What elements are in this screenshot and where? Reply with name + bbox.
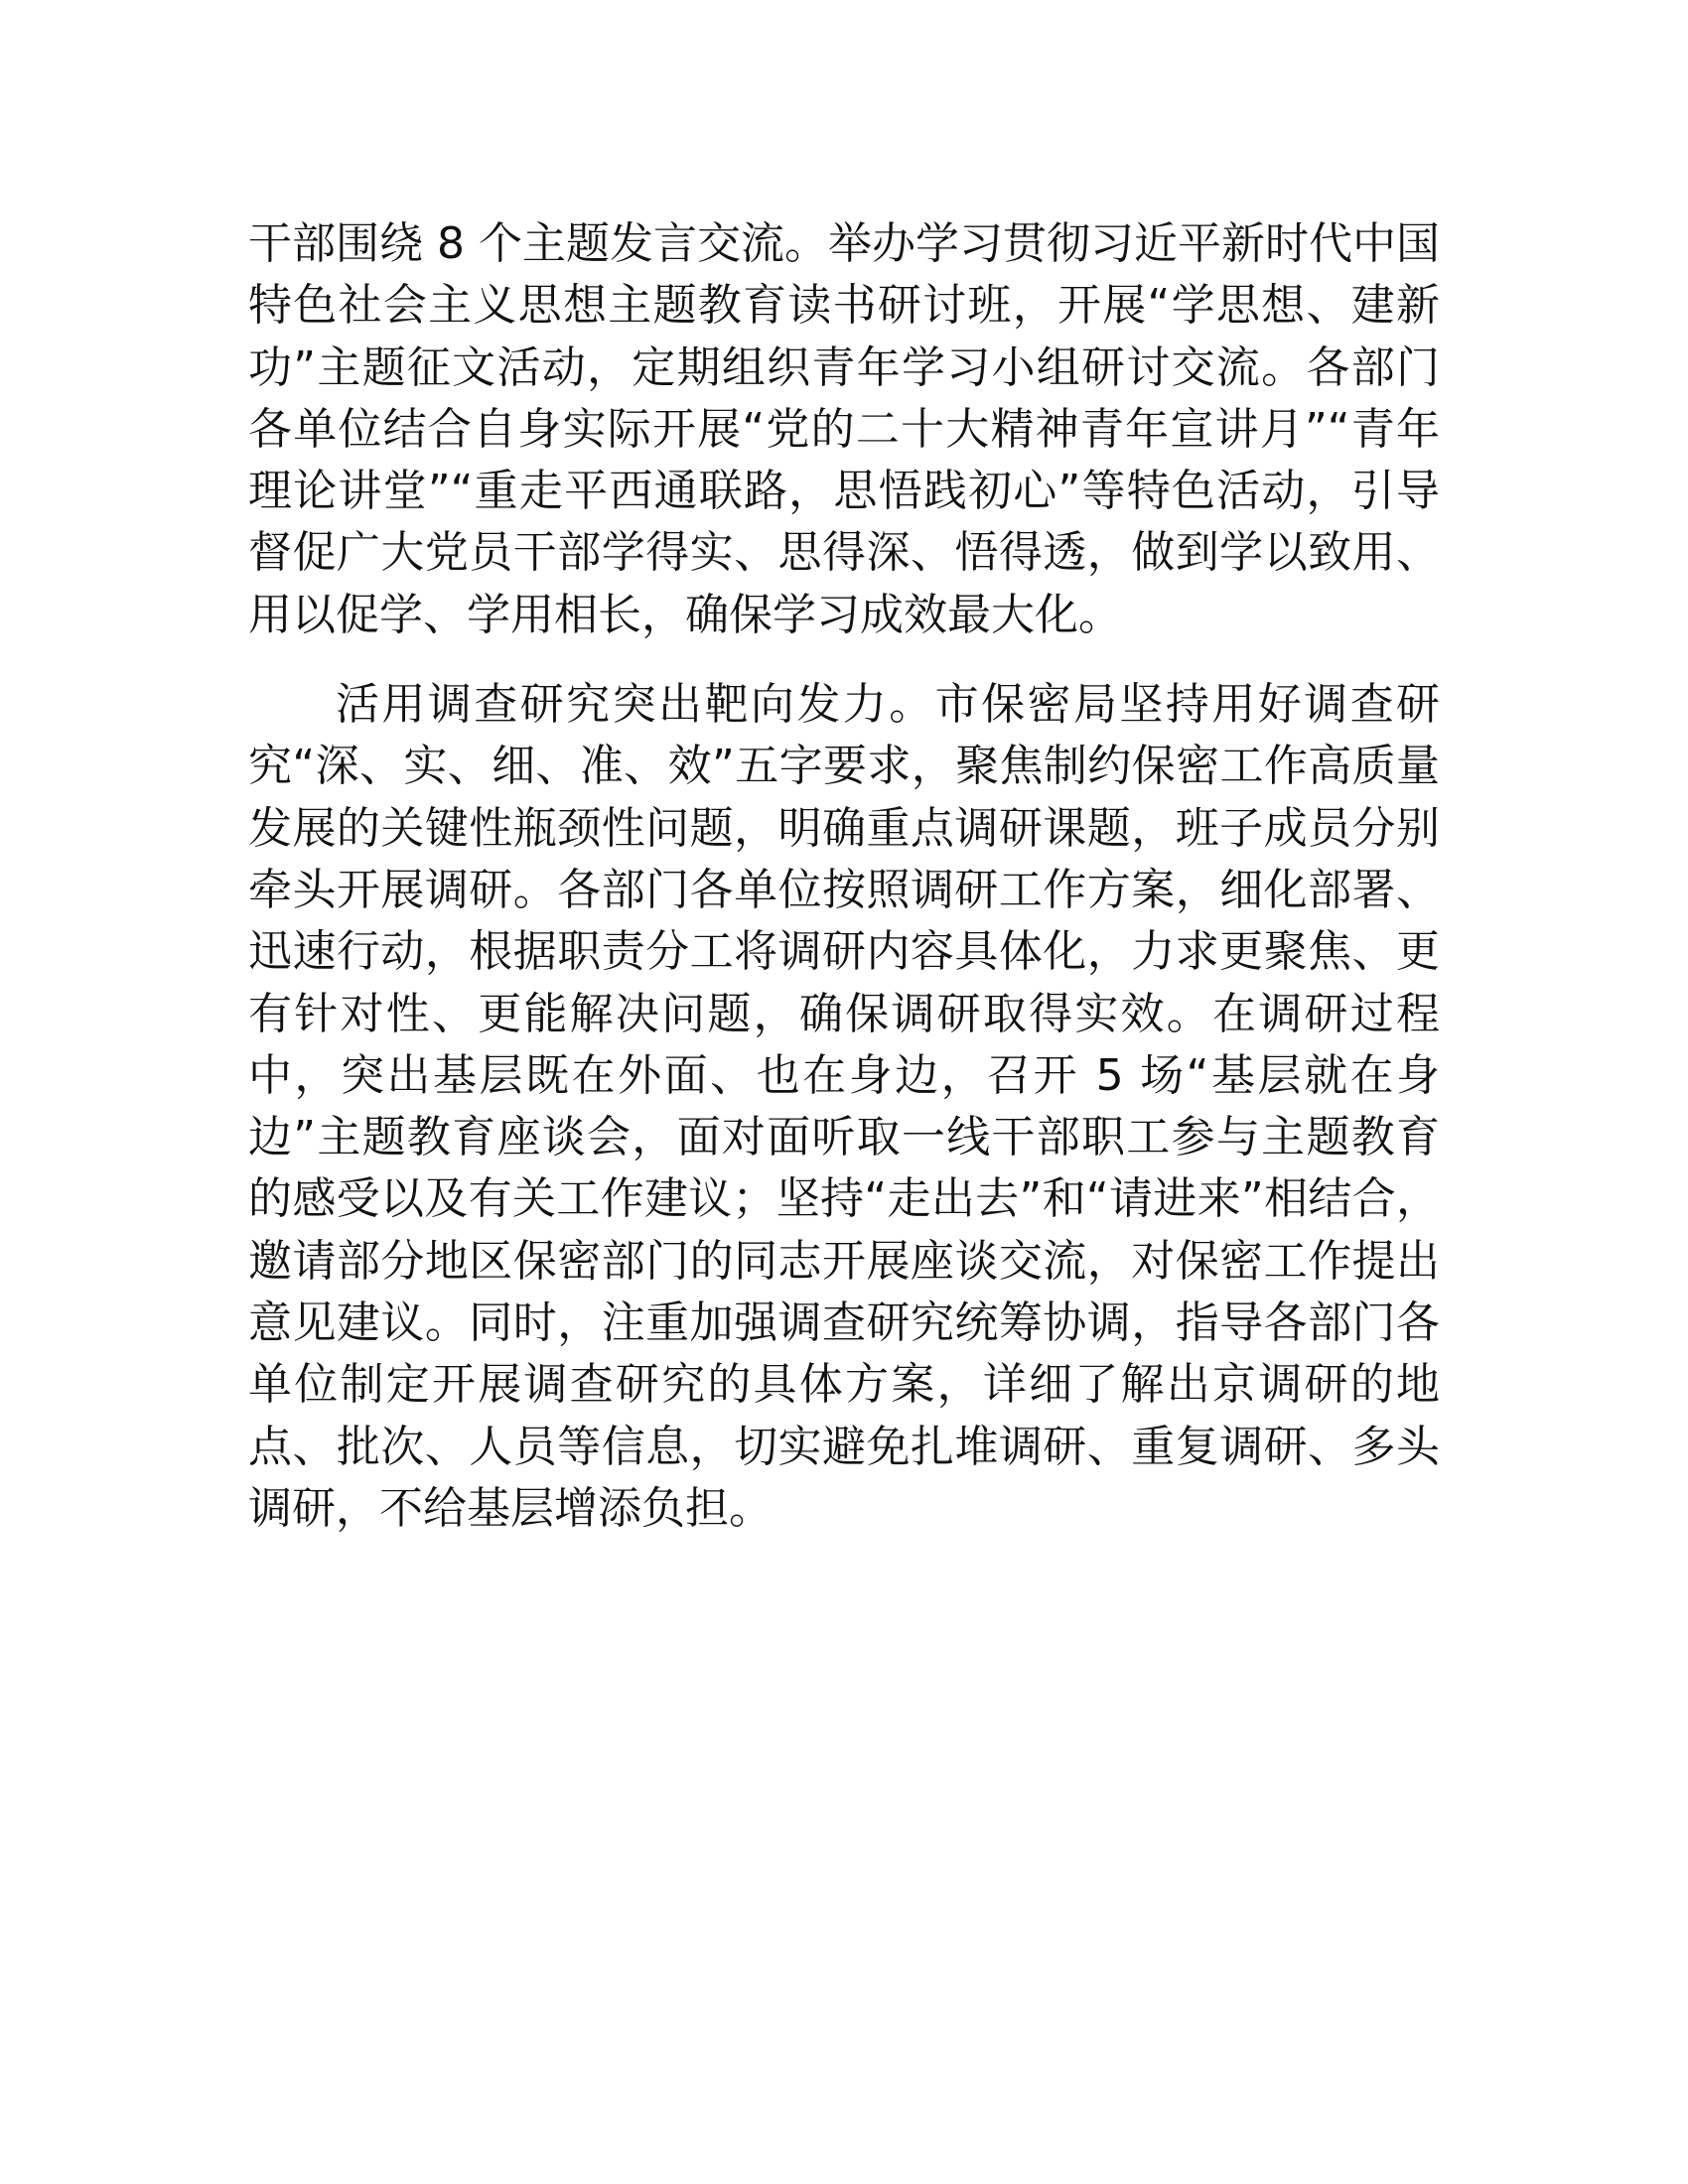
document-body (248, 213, 1440, 1540)
body-paragraph-continuation: 干部围绕 8 个主题发言交流。举办学习贯彻习近平新时代中国特色社会主义思想主题教育读书研讨班，开展“学思想、建新功”主题征文活动，定期组织青年学习小组研讨交流。各部门各单位结合自身实际开展“党的二十大精神青年宣讲月”“青年理论讲堂”“重走平西通联路，思悟践初心”等特色活动，引导督促广大党员干部学得实、思得深、悟得透，做到学以致用、用以促学、学用相长，确保学习成效最大化。 (248, 218, 1440, 640)
body-paragraph-research: 活用调查研究突出靶向发力。市保密局坚持用好调查研究“深、实、细、准、效”五字要求，聚焦制约保密工作高质量发展的关键性瓶颈性问题，明确重点调研课题，班子成员分别牵头开展调研。各部门各单位按照调研工作方案，细化部署、迅速行动，根据职责分工将调研内容具体化，力求更聚焦、更有针对性、更能解决问题，确保调研取得实效。在调研过程中，突出基层既在外面、也在身边，召开 5 场“基层就在身边”主题教育座谈会，面对面听取一线干部职工参与主题教育的感受以及有关工作建议；坚持“走出去”和“请进来”相结合，邀请部分地区保密部门的同志开展座谈交流，对保密工作提出意见建议。同时，注重加强调查研究统筹协调，指导各部门各单位制定开展调查研究的具体方案，详细了解出京调研的地点、批次、人员等信息，切实避免扎堆调研、重复调研、多头调研，不给基层增添负担。 (248, 679, 1440, 1534)
